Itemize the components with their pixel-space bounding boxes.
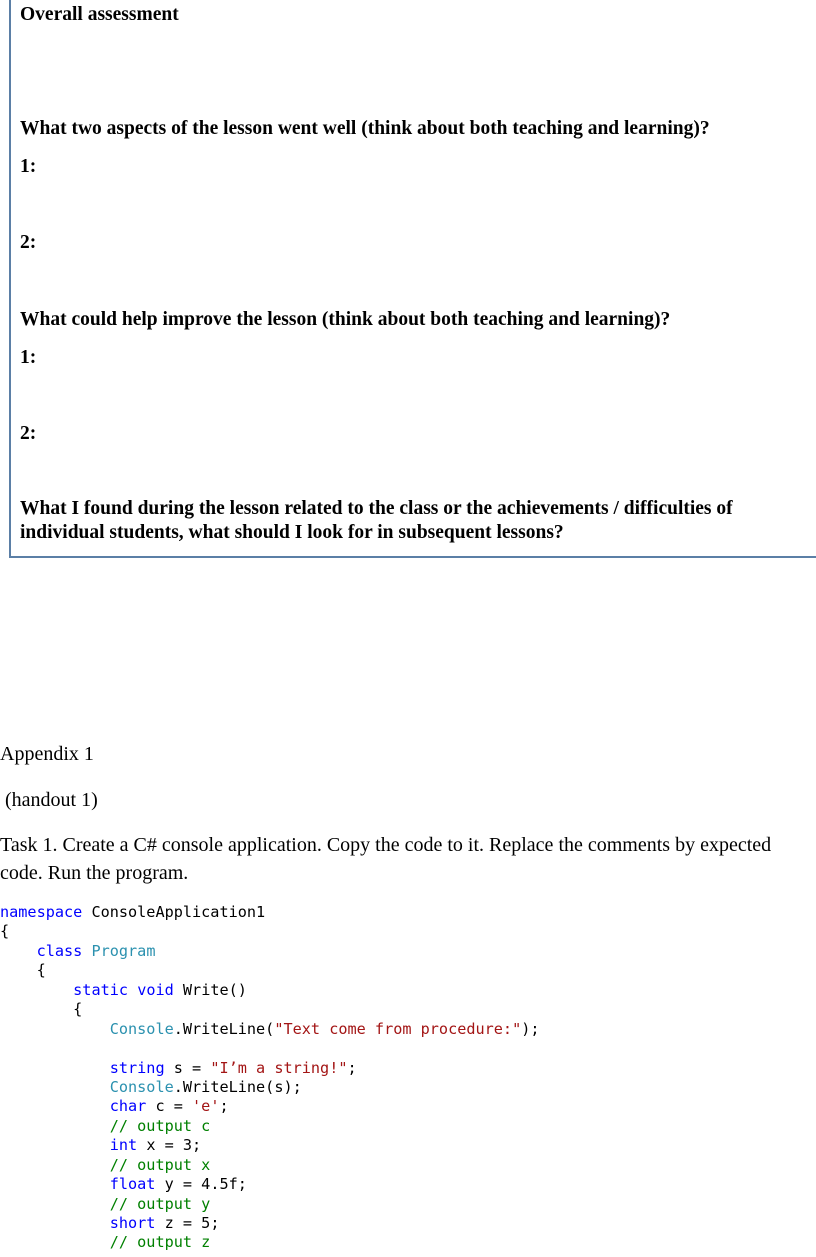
code-token: float	[109, 1175, 156, 1194]
code-token: short	[109, 1214, 156, 1232]
code-token: {	[0, 922, 10, 941]
code-token: Write()	[173, 980, 247, 999]
code-token: static	[73, 980, 129, 999]
code-token	[0, 1117, 110, 1135]
code-token: Program	[91, 941, 156, 960]
code-token: // output c	[109, 1116, 211, 1135]
code-line	[0, 1078, 540, 1097]
code-token: class	[36, 941, 83, 960]
code-token: ;	[219, 1097, 229, 1116]
code-token: );	[521, 1019, 540, 1038]
code-token: 'e'	[192, 1097, 220, 1116]
code-token: y = 4.5f;	[155, 1175, 247, 1194]
handout-label: (handout 1)	[0, 789, 98, 811]
code-token	[0, 1233, 110, 1251]
improve-item-1: 1:	[20, 347, 37, 368]
code-token	[0, 1020, 110, 1038]
code-token: {	[0, 1000, 83, 1019]
question-found-line-2: individual students, what should I look for in subsequent lessons?	[20, 522, 564, 543]
code-token	[128, 981, 137, 999]
code-token: // output y	[109, 1194, 211, 1213]
code-token: ;	[347, 1058, 357, 1077]
code-token	[0, 1195, 110, 1213]
code-token: s =	[164, 1058, 211, 1077]
improve-item-2: 2:	[20, 423, 37, 444]
code-token: ConsoleApplication1	[82, 903, 266, 921]
assessment-box	[9, 0, 816, 558]
code-token: c =	[146, 1097, 193, 1116]
question-went-well: What two aspects of the lesson went well (think about both teaching and learning)?	[20, 118, 710, 139]
code-token: void	[137, 980, 174, 999]
question-improve: What could help improve the lesson (think about both teaching and learning)?	[20, 309, 671, 330]
code-line	[0, 1039, 540, 1058]
code-token: string	[109, 1058, 165, 1077]
code-token	[0, 1136, 110, 1154]
code-line	[0, 1175, 540, 1194]
went-well-item-2: 2:	[20, 232, 37, 253]
code-line	[0, 1000, 540, 1019]
code-line	[0, 1097, 540, 1116]
code-line	[0, 1156, 540, 1175]
code-token	[0, 1078, 110, 1096]
code-token	[0, 1097, 110, 1115]
code-token: x = 3;	[137, 1136, 202, 1155]
code-token: int	[109, 1136, 138, 1155]
task-instruction-line-2: code. Run the program.	[0, 862, 189, 884]
code-line	[0, 942, 540, 961]
code-token: {	[0, 961, 46, 980]
code-line	[0, 1020, 540, 1039]
code-token: namespace	[0, 903, 83, 921]
code-token	[0, 981, 73, 999]
code-token: Console	[109, 1019, 174, 1038]
code-token	[0, 942, 37, 960]
code-line	[0, 1136, 540, 1155]
assessment-heading: Overall assessment	[20, 4, 179, 25]
code-line	[0, 1195, 540, 1214]
code-token: "I’m a string!"	[210, 1058, 348, 1077]
code-token: "Text come from procedure:"	[274, 1019, 522, 1038]
code-line	[0, 961, 540, 980]
code-token	[0, 1059, 110, 1077]
code-token	[0, 1156, 110, 1174]
code-token: char	[109, 1097, 147, 1116]
task-instruction-line-1: Task 1. Create a C# console application. Copy the code to it. Replace the comments by expected	[0, 834, 772, 856]
code-token: .WriteLine(	[173, 1019, 275, 1038]
appendix-title: Appendix 1	[0, 743, 94, 765]
code-token: .WriteLine(s);	[173, 1077, 302, 1096]
code-token	[0, 1175, 110, 1193]
code-token: z = 5;	[155, 1214, 220, 1232]
code-token: // output x	[109, 1155, 211, 1174]
code-token: // output z	[109, 1233, 211, 1252]
code-line	[0, 922, 540, 941]
question-found-line-1: What I found during the lesson related to the class or the achievements / difficulties of	[20, 498, 733, 519]
code-line	[0, 1233, 540, 1252]
code-line	[0, 1059, 540, 1078]
code-listing	[0, 903, 540, 1253]
code-line	[0, 1214, 540, 1233]
code-line	[0, 981, 540, 1000]
went-well-item-1: 1:	[20, 156, 37, 177]
code-token: Console	[109, 1077, 174, 1096]
code-line	[0, 1117, 540, 1136]
code-token	[0, 1214, 110, 1232]
code-line	[0, 903, 540, 922]
